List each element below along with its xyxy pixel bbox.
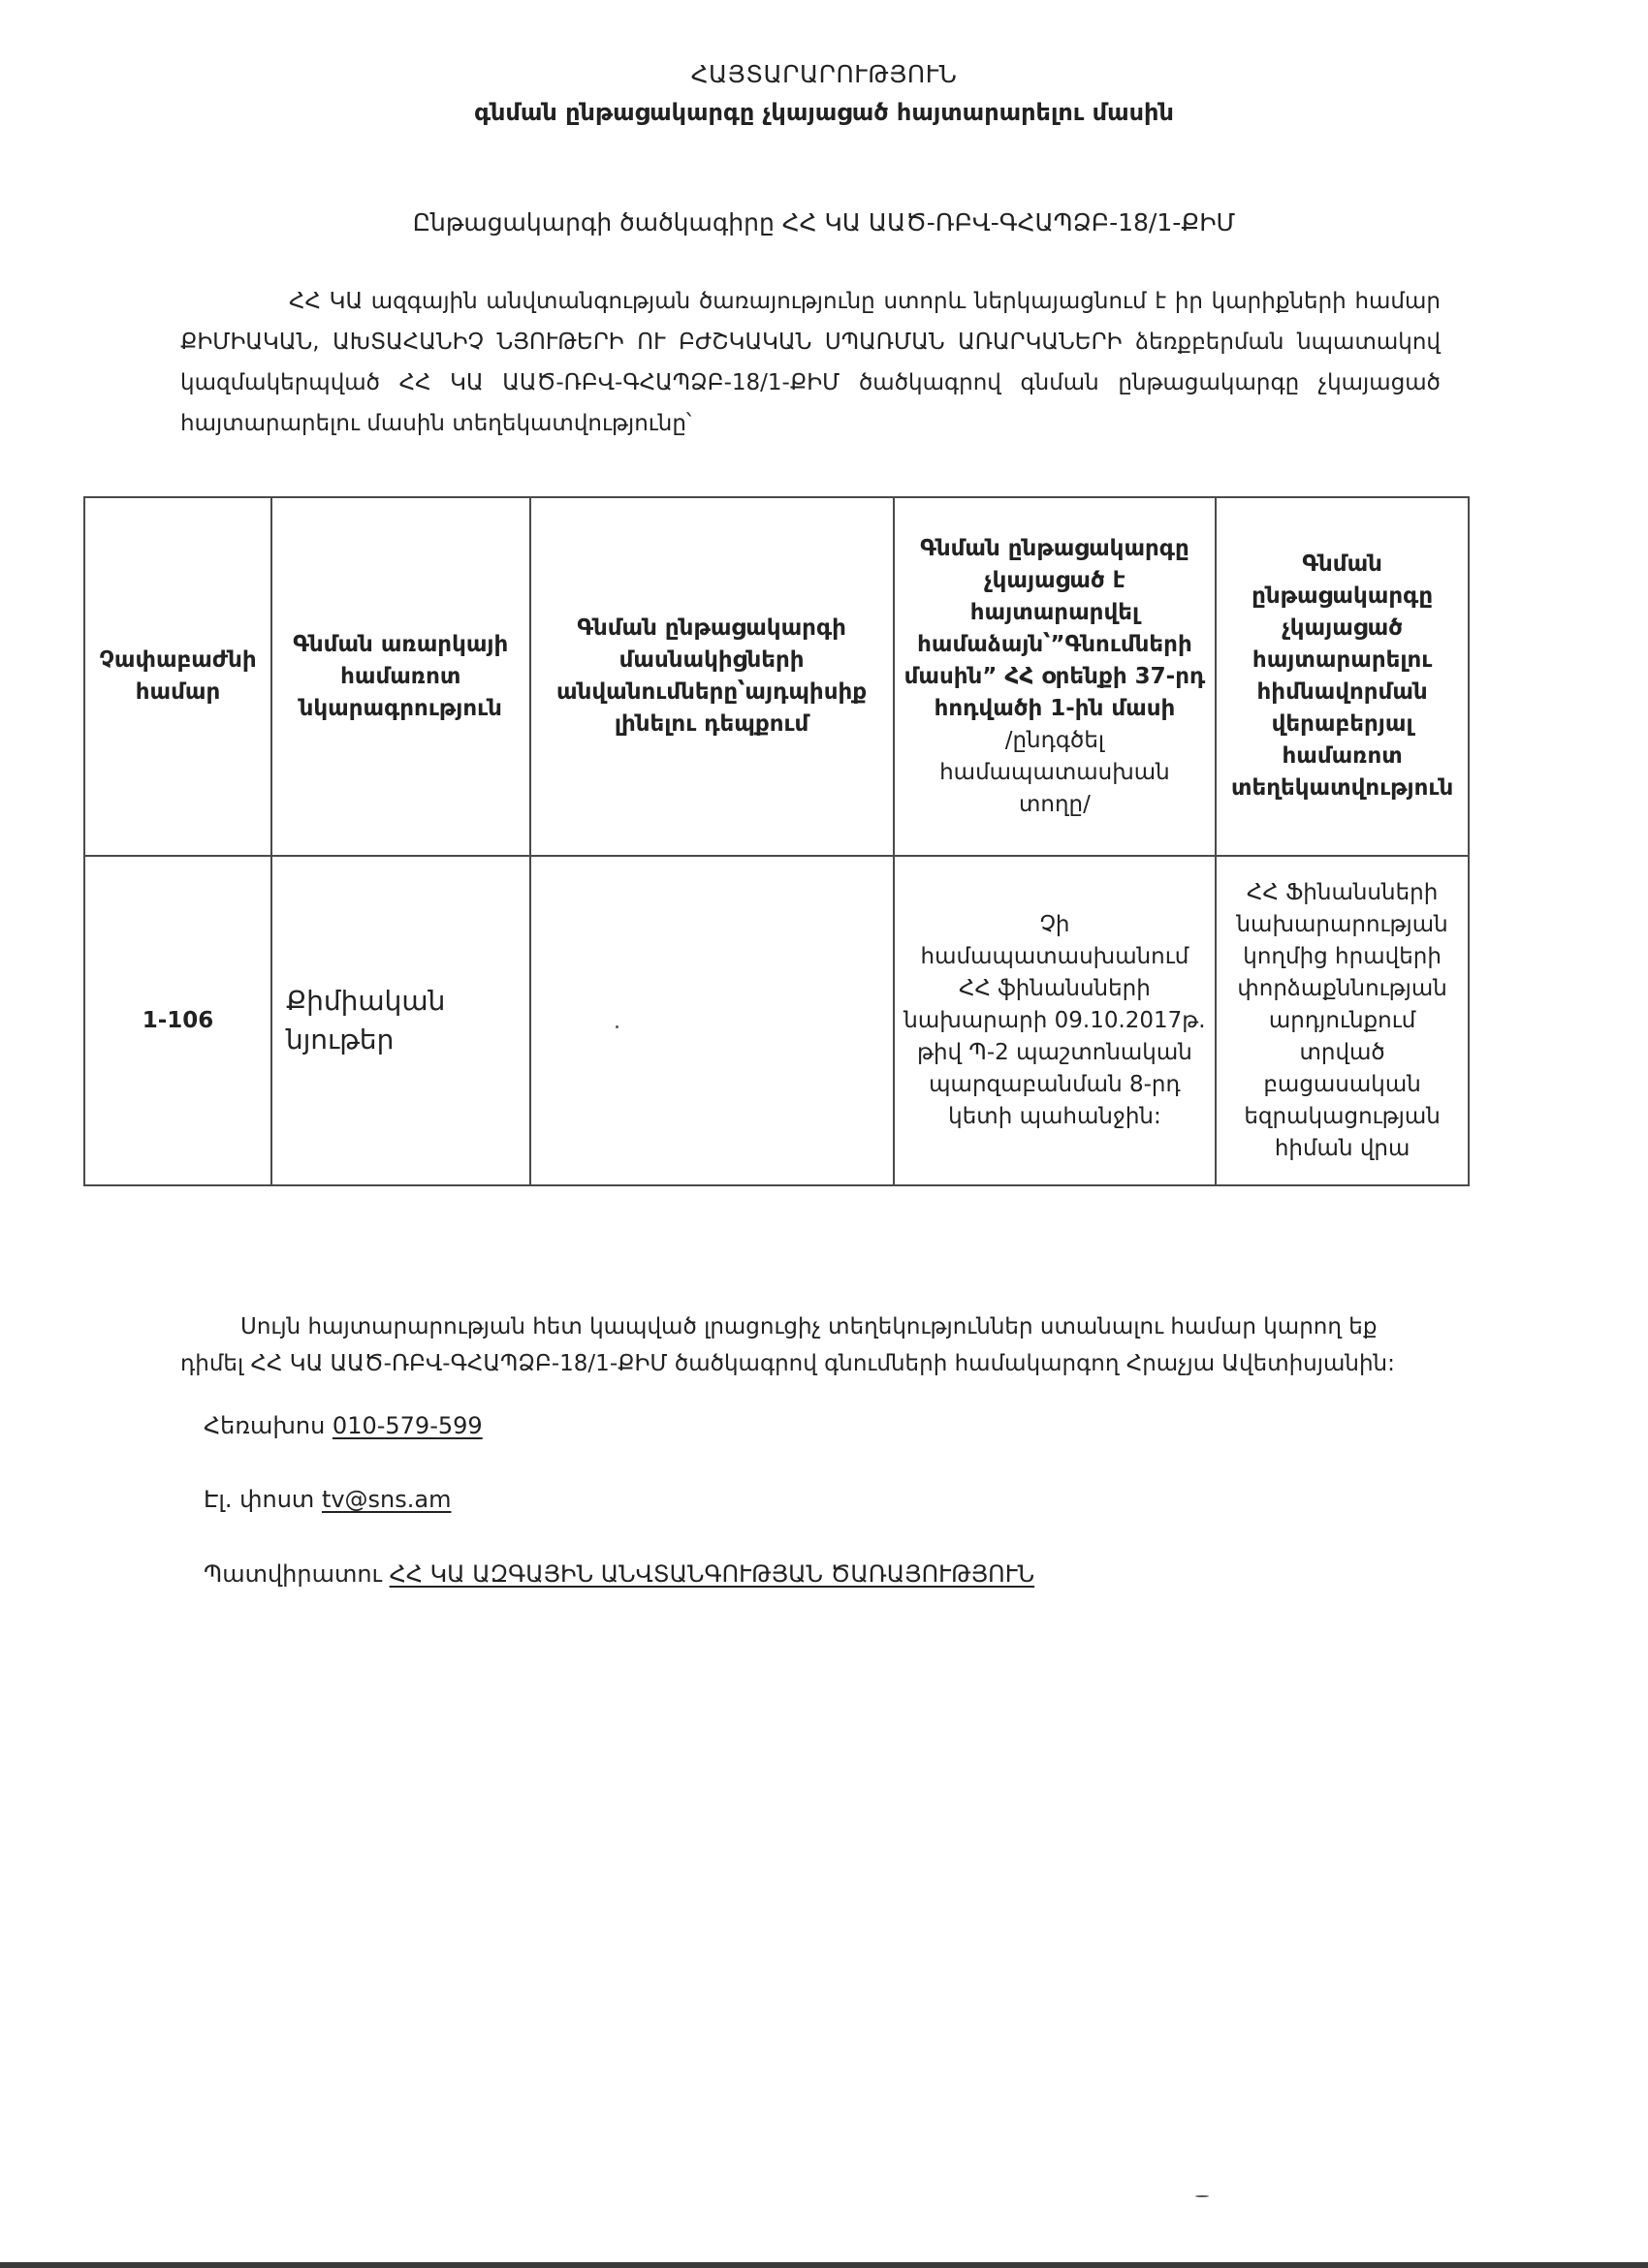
phone-link[interactable]: 010-579-599	[332, 1412, 483, 1439]
intro-paragraph: ՀՀ ԿԱ ազգային անվտանգության ծառայությունը ստորև ներկայացնում է իր կարիքների համար ՔԻՄԻԱԿԱՆ, ԱԽՏԱՀԱՆԻՉ ՆՅՈՒԹԵՐԻ ՈՒ ԲԺՇԿԱԿԱՆ ՍՊԱՌՄԱՆ ԱՌԱՐԿԱՆԵՐԻ ձեռքբերման նպատակով կազմակերպված ՀՀ ԿԱ ԱԱԾ-ՌԲՎ-ԳՀԱՊՁԲ-18/1-ՔԻՄ ծածկագրով գնման ընթացակարգը չկայացած հայտարարելու մասին տեղեկատվությունը՝	[180, 289, 1441, 436]
table-header-row	[84, 497, 1469, 856]
cell-subject: Քիմիական նյութեր	[271, 856, 530, 1185]
cell-justification: ՀՀ Ֆինանսների նախարարության կողմից հրավերի փորձաքննության արդյունքում տրված բացասական եզրակացության հիման վրա	[1216, 856, 1469, 1185]
document-subtitle: գնման ընթացակարգը չկայացած հայտարարելու մասին	[474, 99, 1174, 126]
contact-paragraph: Սույն հայտարարության հետ կապված լրացուցիչ տեղեկություններ ստանալու համար կարող եք դիմել ՀՀ ԿԱ ԱԱԾ-ՌԲՎ-ԳՀԱՊՁԲ-18/1-ՔԻՄ ծածկագրով գնումների համակարգող Հրաչյա Ավետիսյանին:	[180, 1314, 1395, 1376]
email-line	[204, 1486, 451, 1513]
header-legal-ground-note: /ընդգծել համապատասխան տողը/	[939, 727, 1170, 817]
cell-legal-ground: Չի համապատասխանում ՀՀ ֆինանսների նախարարի 09.10.2017թ. թիվ Պ-2 պաշտոնական պարզաբանման 8-րդ կետի պահանջին:	[894, 856, 1217, 1185]
email-label: Էլ. փոստ	[204, 1486, 315, 1513]
header-justification: Գնման ընթացակարգը չկայացած հայտարարելու հիմնավորման վերաբերյալ համառոտ տեղեկատվություն	[1216, 497, 1469, 856]
table-row	[84, 856, 1469, 1185]
client-name: ՀՀ ԿԱ ԱԶԳԱՅԻՆ ԱՆՎՏԱՆԳՈՒԹՅԱՆ ԾԱՌԱՅՈՒԹՅՈՒՆ	[389, 1560, 1035, 1588]
header-subject: Գնման առարկայի համառոտ նկարագրություն	[271, 497, 530, 856]
phone-line	[204, 1412, 483, 1439]
phone-label: Հեռախոս	[204, 1412, 326, 1439]
header-legal-ground	[894, 497, 1217, 856]
notice-table	[83, 496, 1470, 1186]
header-legal-ground-text: Գնման ընթացակարգը չկայացած է հայտարարվել համաձայն՝”Գնումների մասին” ՀՀ օրենքի 37-րդ հոդվածի 1-ին մասի	[903, 535, 1206, 721]
header-lot-number: Չափաբաժնի համար	[84, 497, 271, 856]
document-title: ՀԱՅՏԱՐԱՐՈՒԹՅՈՒՆ	[690, 60, 958, 88]
scan-speck	[616, 1025, 618, 1028]
header-participants: Գնման ընթացակարգի մասնակիցների անվանումները՝այդպիսիք լինելու դեպքում	[530, 497, 894, 856]
client-line	[204, 1560, 1034, 1588]
cell-lot-number: 1-106	[84, 856, 271, 1185]
scan-edge-shadow	[0, 2262, 1648, 2268]
client-label: Պատվիրատու	[204, 1560, 382, 1588]
scan-speck	[1195, 2195, 1209, 2197]
procedure-code-line: Ընթացակարգի ծածկագիրը ՀՀ ԿԱ ԱԱԾ-ՌԲՎ-ԳՀԱՊՁԲ-18/1-ՔԻՄ	[412, 208, 1236, 236]
cell-participants	[530, 856, 894, 1185]
email-link[interactable]: tv@sns.am	[321, 1486, 452, 1513]
